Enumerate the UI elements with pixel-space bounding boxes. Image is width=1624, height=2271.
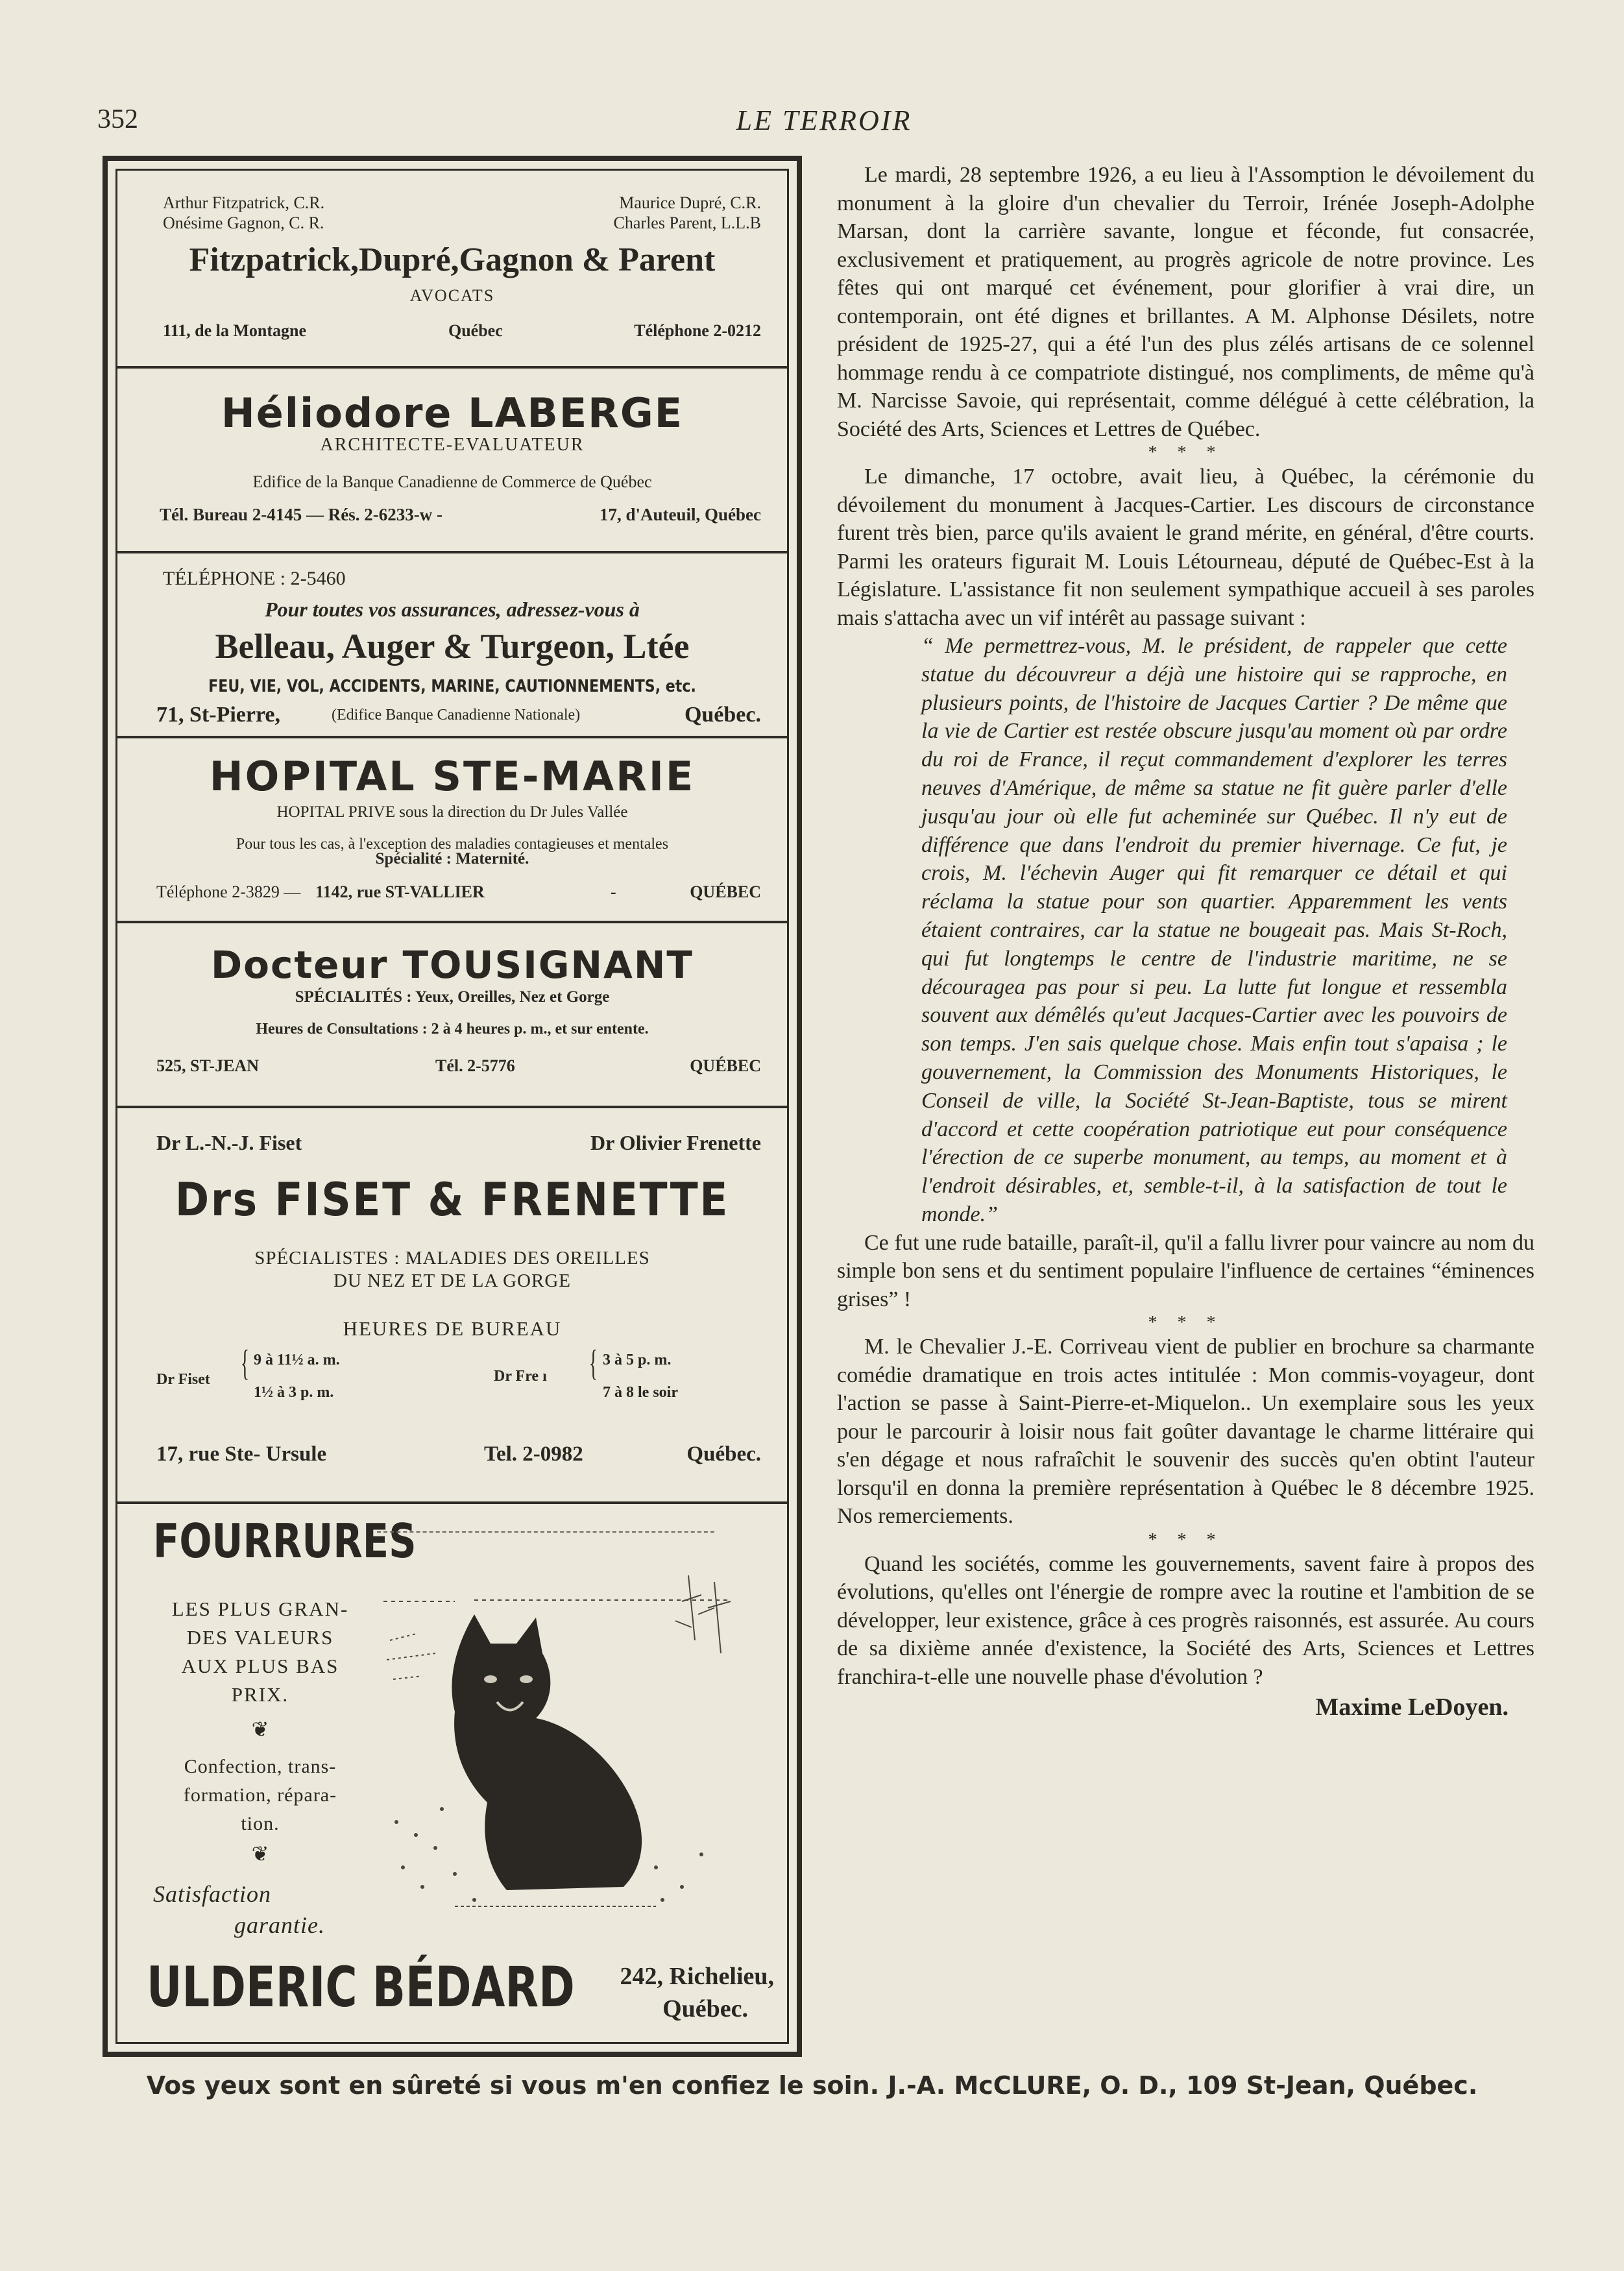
address: 111, de la Montagne [163, 321, 307, 340]
furs-title: FOURRURES [153, 1514, 417, 1568]
address: 525, ST-JEAN [156, 1056, 259, 1075]
doctor-name: Docteur TOUSIGNANT [211, 943, 694, 987]
article-column [837, 161, 1534, 1722]
advertisement-column [103, 156, 802, 2057]
building: (Edifice Banque Canadienne Nationale) [332, 707, 581, 723]
section-separator: * * * [1148, 1529, 1224, 1550]
pitch-line: DES VALEURS [186, 1626, 334, 1649]
schedule-hours: 7 à 8 le soir [603, 1384, 678, 1401]
profession: AVOCATS [409, 286, 495, 305]
office-building: Edifice de la Banque Canadienne de Commerce de Québec [252, 472, 652, 491]
article-paragraph: Le dimanche, 17 octobre, avait lieu, à Québec, la cérémonie du dévoilement du monument à Jacques-Cartier. Les discours de circonstance furent très bien, parce qu'ils avaient le grand mérite, en général, d'être courts. Parmi les orateurs figurait M. Louis Létourneau, député de Québec-Est à la Législature. L'assistance fit non seulement sympathique accueil à ses paroles mais s'attacha avec un vif intérêt au passage suivant : [837, 465, 1534, 630]
author-signature: Maxime LeDoyen. [1315, 1694, 1509, 1721]
article-paragraph: M. le Chevalier J.-E. Corriveau vient de publier en brochure sa charmante comédie dramatique en trois actes intitulée : Mon commis-voyageur, dont l'action se passe à Saint-Pierre-et-Miquelon.. Un exemplaire sous les yeux pour le parcourir à loisir nous fait goûter davantage le charme littéraire qui s'en dégage et nous rafraîchit le souvenir des succès qu'en obtint l'auteur lorsqu'il en donna la première représentation à Québec le 8 décembre 1925. Nos remerciements. [837, 1335, 1534, 1529]
section-separator: * * * [1148, 1313, 1224, 1333]
city: Québec. [684, 703, 761, 727]
article-paragraph: Quand les sociétés, comme les gouvernements, savent faire à propos des évolutions, qu'elles ont l'énergie de rompre avec la routine et l'ambition de se développer, leur existence, grâce à ces progrès raisonnés, est assurée. Au cours de sa dixième année d'existence, la Société des Arts, Sciences et Lettres franchira-t-elle une nouvelle phase d'évolution ? [837, 1551, 1534, 1689]
hours-title: HEURES DE BUREAU [343, 1317, 562, 1340]
schedule-hours: 1½ à 3 p. m. [254, 1384, 334, 1401]
partner-name: Arthur Fitzpatrick, C.R. [163, 193, 325, 212]
ornament-icon: ❦ [251, 1718, 269, 1741]
furs-pitch [137, 1595, 383, 1709]
hospital-name: HOPITAL STE-MARIE [209, 753, 696, 800]
tagline: Pour toutes vos assurances, adressez-vous à [265, 598, 640, 621]
article-paragraph: Ce fut une rude bataille, paraît-il, qu'il a fallu livrer pour vaincre au nom du simple bon sens et du sentiment populaire l'influence de certaines “éminences grises” ! [837, 1230, 1534, 1311]
page-header [97, 104, 1551, 149]
divider [377, 1531, 714, 1533]
hospital-subtitle: HOPITAL PRIVE sous la direction du Dr Jules Vallée [276, 803, 628, 821]
pitch-line: AUX PLUS BAS [181, 1655, 339, 1677]
address: 17, d'Auteuil, Québec [599, 505, 761, 524]
partner-name: Maurice Dupré, C.R. [619, 193, 761, 212]
phone: Tél. 2-5776 [435, 1056, 515, 1075]
article-paragraph: Le mardi, 28 septembre 1926, a eu lieu à l'Assomption le dévoilement du monument à la gloire d'un chevalier du Terroir, Irénée Joseph-Adolphe Marsan, dont la carrière savante, longue et féconde, fut consacrée, exclusivement et pratiquement, au progrès agricole de notre province. Les fêtes qui ont marqué cet événement, pour glorifier à vrai dire, un contemporain, ont été dignes et brillantes. A M. Alphonse Désilets, notre président de 1925-27, qui a été l'un des plus zélés artisans de ce solennel hommage rendu à ce compatriote distingué, nos compliments, de même qu'à M. Narcisse Savoie, qui représentait, comme délégué à cette célébration, la Société des Arts, Sciences et Lettres de Québec. [837, 163, 1534, 441]
ad-lawyers [117, 171, 787, 369]
service-line: formation, répara- [183, 1784, 337, 1806]
ad-insurance [117, 553, 787, 738]
phone: Téléphone 2-0212 [634, 321, 761, 340]
specialty: Spécialité : Maternité. [375, 850, 529, 868]
brace-icon: { [588, 1343, 598, 1383]
doctor-name: Dr L.-N.-J. Fiset [156, 1131, 302, 1154]
partner-name: Charles Parent, L.L.B [613, 213, 761, 232]
guarantee: garantie. [234, 1912, 325, 1938]
firm-name: Fitzpatrick,Dupré,Gagnon & Parent [189, 241, 716, 278]
specialty: SPÉCIALISTES : MALADIES DES OREILLES [254, 1248, 650, 1269]
ad-specialists [117, 1108, 787, 1504]
address: 71, St-Pierre, [156, 703, 281, 727]
merchant-name: ULDERIC BÉDARD [147, 1955, 575, 2020]
ad-architect [117, 369, 787, 553]
city: Québec. [686, 1442, 761, 1466]
firm-name: Belleau, Auger & Turgeon, Ltée [215, 627, 690, 666]
consultation-hours: Heures de Consultations : 2 à 4 heures p. m., et sur entente. [256, 1021, 649, 1038]
specialties: SPÉCIALITÉS : Yeux, Oreilles, Nez et Gorge [295, 988, 610, 1006]
service-line: tion. [241, 1813, 280, 1834]
doctor-name: Dr Olivier Frenette [590, 1131, 761, 1154]
schedule-label: Dr Fiset [156, 1371, 210, 1388]
ad-hospital [117, 738, 787, 923]
practice-name: Drs FISET & FRENETTE [175, 1173, 730, 1226]
cases: Pour tous les cas, à l'exception des maladies contagieuses et mentales [236, 836, 669, 853]
phone: Téléphone 2-3829 — [156, 882, 301, 901]
phone: Tel. 2-0982 [484, 1442, 583, 1466]
schedule-label: Dr Fre ı [494, 1368, 547, 1385]
city: QUÉBEC [690, 882, 761, 901]
footer-ad: Vos yeux sont en sûreté si vous m'en confiez le soin. J.-A. McCLURE, O. D., 109 St-Jean, Québec. [146, 2071, 1478, 2100]
city: QUÉBEC [690, 1056, 761, 1075]
address: 17, rue Ste- Ursule [156, 1442, 327, 1466]
phone: TÉLÉPHONE : 2-5460 [163, 568, 346, 589]
architect-name: Héliodore LABERGE [221, 389, 684, 437]
guarantee: Satisfaction [153, 1881, 271, 1907]
furs-services [137, 1753, 383, 1838]
journal-title: LE TERROIR [736, 104, 912, 136]
fox-illustration [377, 1562, 740, 1919]
profession: ARCHITECTE-EVALUATEUR [320, 435, 585, 455]
page-number: 352 [97, 104, 138, 134]
schedule-hours: 9 à 11½ a. m. [254, 1352, 340, 1368]
section-separator: * * * [1148, 443, 1224, 463]
schedule-hours: 3 à 5 p. m. [603, 1352, 672, 1368]
service-line: Confection, trans- [184, 1756, 337, 1777]
separator: - [611, 882, 616, 901]
pitch-line: LES PLUS GRAN- [171, 1597, 349, 1620]
speech-quote: “ Me permettrez-vous, M. le président, de rappeler que cette statue du découvreur a déjà une histoire qui se rapproche, en plusieurs points, de l'histoire de Jacques Cartier ? De même que la vie de Cartier est restée obscure jusqu'au moment où par ordre du roi de France, il reçut commandement d'explorer les terres neuves d'Amérique, de même sa statue ne fit guère parler d'elle jusqu'au jour où elle fut acheminée sur Québec. Il n'y eut de différence que dans l'endroit du premier hivernage. Ce fut, je crois, M. l'échevin Auger qui fit remarquer ce détail et qui réclama la statue pour son quartier. Apparemment les vents étaient contraires, car la statue ne bougeait pas. Mais St-Roch, qui fut longtemps le centre de l'industrie maritime, ne se découragea pas pour si peu. La lutte fut longue et ressembla souvent aux démêlés qu'eut Jacques-Cartier avec les pouvoirs de son temps. J'en sais quelque chose. Mais enfin tout s'apaisa ; le gouvernement, la Commission des Monuments Historiques, le Conseil de ville, la Société St-Jean-Baptiste, tous se mirent d'accord et cette coopération patriotique eut pour conséquence l'érection de ce superbe monument, au temps, au moment et à l'endroit désirables, et, semble-t-il, à la satisfaction de tout le monde.” [921, 634, 1507, 1226]
phone: Tél. Bureau 2-4145 — Rés. 2-6233-w - [160, 505, 442, 524]
specialty: DU NEZ ET DE LA GORGE [333, 1270, 571, 1291]
ad-furs [117, 1504, 787, 2056]
brace-icon: { [240, 1343, 250, 1383]
pitch-line: PRIX. [231, 1683, 289, 1706]
partner-name: Onésime Gagnon, C. R. [163, 213, 324, 232]
address: 242, Richelieu, [620, 1963, 774, 1990]
city: Québec. [662, 1995, 748, 2022]
city: Québec [448, 321, 503, 340]
services: FEU, VIE, VOL, ACCIDENTS, MARINE, CAUTIONNEMENTS, etc. [208, 677, 696, 696]
address: 1142, rue ST-VALLIER [315, 882, 485, 901]
ornament-icon: ❦ [251, 1842, 269, 1865]
ad-doctor [117, 923, 787, 1108]
